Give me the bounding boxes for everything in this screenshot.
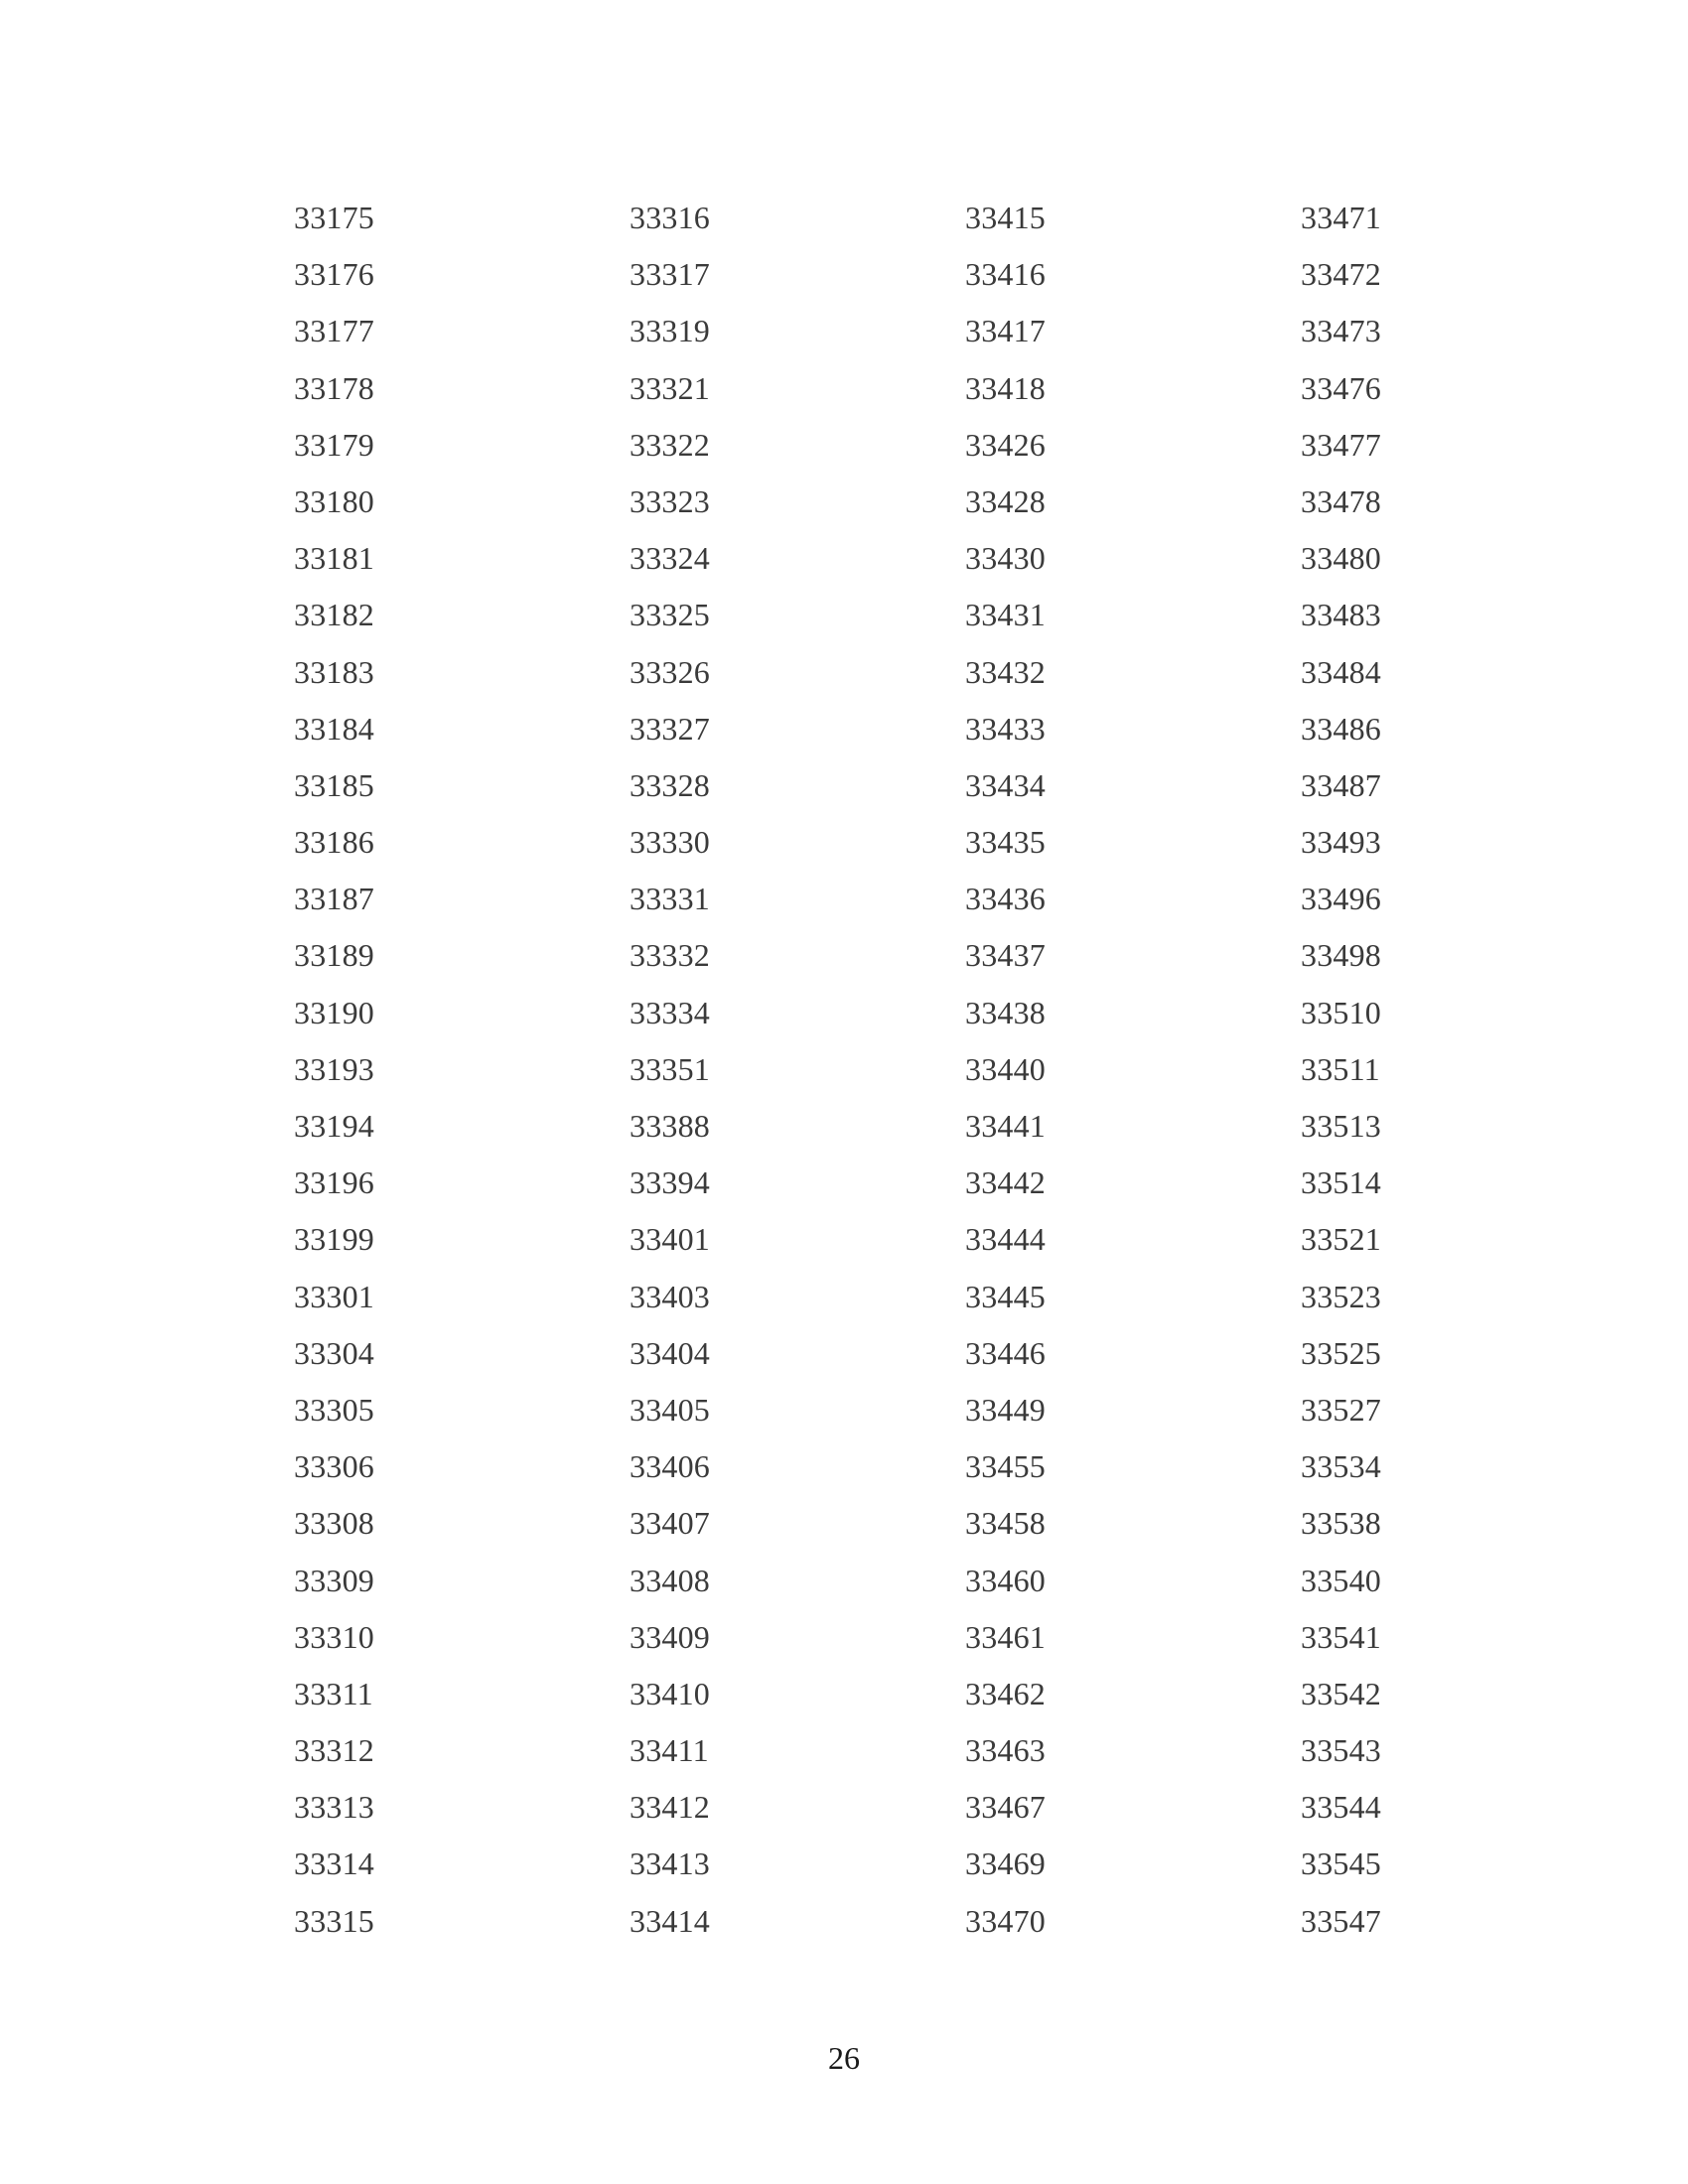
zip-code-cell: 33403: [630, 1278, 710, 1314]
zip-code-cell: 33330: [630, 824, 710, 861]
zip-code-cell: 33189: [294, 937, 374, 974]
zip-code-cell: 33180: [294, 482, 374, 519]
zip-code-cell: 33351: [630, 1050, 710, 1087]
zip-code-cell: 33523: [1301, 1278, 1381, 1314]
zip-code-cell: 33435: [965, 824, 1046, 861]
zip-code-cell: 33409: [630, 1618, 710, 1655]
zip-code-cell: 33327: [630, 710, 710, 747]
zip-code-cell: 33181: [294, 540, 374, 577]
zip-code-cell: 33440: [965, 1050, 1046, 1087]
zip-code-cell: 33513: [1301, 1108, 1381, 1144]
zip-code-cell: 33177: [294, 313, 374, 349]
zip-code-cell: 33411: [630, 1732, 709, 1769]
zip-code-cell: 33471: [1301, 200, 1381, 235]
zip-code-cell: 33301: [294, 1278, 374, 1314]
zip-code-cell: 33436: [965, 881, 1046, 917]
zip-code-cell: 33321: [630, 369, 710, 406]
zip-code-cell: 33414: [630, 1902, 710, 1939]
zip-code-cell: 33319: [630, 313, 710, 349]
zip-code-cell: 33323: [630, 482, 710, 519]
zip-code-cell: 33175: [294, 200, 374, 235]
zip-code-cell: 33521: [1301, 1221, 1381, 1258]
zip-code-cell: 33190: [294, 994, 374, 1030]
zip-code-cell: 33316: [630, 200, 710, 235]
zip-code-cell: 33305: [294, 1391, 374, 1428]
zip-code-cell: 33460: [965, 1562, 1046, 1598]
zip-code-cell: 33467: [965, 1789, 1046, 1826]
zip-code-cell: 33461: [965, 1618, 1046, 1655]
page-number: 26: [828, 2040, 860, 2076]
zip-code-cell: 33477: [1301, 426, 1381, 463]
zip-code-cell: 33428: [965, 482, 1046, 519]
zip-code-cell: 33478: [1301, 482, 1381, 519]
zip-code-cell: 33449: [965, 1391, 1046, 1428]
zip-code-cell: 33187: [294, 881, 374, 917]
zip-code-cell: 33540: [1301, 1562, 1381, 1598]
zip-code-column-3: [965, 195, 1164, 1955]
zip-code-cell: 33541: [1301, 1618, 1381, 1655]
zip-code-cell: 33483: [1301, 597, 1381, 633]
zip-code-cell: 33493: [1301, 824, 1381, 861]
zip-code-cell: 33544: [1301, 1789, 1381, 1826]
zip-code-cell: 33511: [1301, 1050, 1380, 1087]
zip-code-cell: 33407: [630, 1505, 710, 1542]
zip-code-cell: 33430: [965, 540, 1046, 577]
zip-code-cell: 33401: [630, 1221, 710, 1258]
zip-code-cell: 33328: [630, 766, 710, 803]
zip-code-cell: 33178: [294, 369, 374, 406]
zip-code-cell: 33431: [965, 597, 1046, 633]
zip-code-cell: 33186: [294, 824, 374, 861]
zip-code-cell: 33184: [294, 710, 374, 747]
zip-code-cell: 33473: [1301, 313, 1381, 349]
zip-code-cell: 33413: [630, 1845, 710, 1882]
zip-code-cell: 33388: [630, 1108, 710, 1144]
zip-code-cell: 33404: [630, 1334, 710, 1371]
zip-code-cell: 33538: [1301, 1505, 1381, 1542]
zip-code-cell: 33179: [294, 426, 374, 463]
zip-code-cell: 33514: [1301, 1164, 1381, 1201]
zip-code-cell: 33315: [294, 1902, 374, 1939]
zip-code-cell: 33416: [965, 256, 1046, 293]
zip-code-cell: 33310: [294, 1618, 374, 1655]
zip-code-cell: 33463: [965, 1732, 1046, 1769]
zip-code-cell: 33534: [1301, 1448, 1381, 1485]
zip-code-column-4: [1301, 195, 1499, 1955]
zip-code-cell: 33308: [294, 1505, 374, 1542]
zip-code-cell: 33442: [965, 1164, 1046, 1201]
zip-code-cell: 33309: [294, 1562, 374, 1598]
zip-code-cell: 33326: [630, 653, 710, 690]
zip-code-cell: 33196: [294, 1164, 374, 1201]
zip-code-cell: 33331: [630, 881, 710, 917]
zip-code-cell: 33415: [965, 200, 1046, 235]
zip-code-cell: 33496: [1301, 881, 1381, 917]
zip-code-cell: 33484: [1301, 653, 1381, 690]
zip-code-cell: 33480: [1301, 540, 1381, 577]
zip-code-cell: 33394: [630, 1164, 710, 1201]
zip-code-cell: 33525: [1301, 1334, 1381, 1371]
zip-code-cell: 33462: [965, 1675, 1046, 1711]
zip-code-cell: 33334: [630, 994, 710, 1030]
zip-code-cell: 33306: [294, 1448, 374, 1485]
zip-code-cell: 33324: [630, 540, 710, 577]
zip-code-cell: 33527: [1301, 1391, 1381, 1428]
zip-code-cell: 33434: [965, 766, 1046, 803]
zip-code-cell: 33332: [630, 937, 710, 974]
zip-code-cell: 33487: [1301, 766, 1381, 803]
zip-code-cell: 33418: [965, 369, 1046, 406]
zip-code-cell: 33486: [1301, 710, 1381, 747]
zip-code-cell: 33498: [1301, 937, 1381, 974]
zip-code-cell: 33312: [294, 1732, 374, 1769]
zip-code-cell: 33458: [965, 1505, 1046, 1542]
zip-code-cell: 33311: [294, 1675, 373, 1711]
zip-code-cell: 33510: [1301, 994, 1381, 1030]
zip-code-cell: 33543: [1301, 1732, 1381, 1769]
zip-code-cell: 33182: [294, 597, 374, 633]
zip-code-cell: 33545: [1301, 1845, 1381, 1882]
zip-code-cell: 33406: [630, 1448, 710, 1485]
zip-code-cell: 33194: [294, 1108, 374, 1144]
zip-code-cell: 33412: [630, 1789, 710, 1826]
zip-code-cell: 33433: [965, 710, 1046, 747]
zip-code-cell: 33417: [965, 313, 1046, 349]
zip-code-cell: 33199: [294, 1221, 374, 1258]
zip-code-cell: 33444: [965, 1221, 1046, 1258]
zip-code-cell: 33410: [630, 1675, 710, 1711]
zip-code-cell: 33441: [965, 1108, 1046, 1144]
zip-code-cell: 33408: [630, 1562, 710, 1598]
zip-code-cell: 33176: [294, 256, 374, 293]
zip-code-cell: 33193: [294, 1050, 374, 1087]
zip-code-cell: 33437: [965, 937, 1046, 974]
zip-code-cell: 33325: [630, 597, 710, 633]
zip-code-cell: 33438: [965, 994, 1046, 1030]
zip-code-cell: 33317: [630, 256, 710, 293]
zip-code-cell: 33445: [965, 1278, 1046, 1314]
zip-code-cell: 33314: [294, 1845, 374, 1882]
zip-code-cell: 33476: [1301, 369, 1381, 406]
zip-code-cell: 33405: [630, 1391, 710, 1428]
zip-code-column-1: [294, 195, 492, 1955]
zip-code-columns: [294, 195, 1406, 1954]
zip-code-cell: 33185: [294, 766, 374, 803]
zip-code-cell: 33472: [1301, 256, 1381, 293]
zip-code-cell: 33304: [294, 1334, 374, 1371]
zip-code-cell: 33446: [965, 1334, 1046, 1371]
zip-code-column-2: [630, 195, 828, 1955]
zip-code-cell: 33313: [294, 1789, 374, 1826]
zip-code-cell: 33322: [630, 426, 710, 463]
zip-code-cell: 33469: [965, 1845, 1046, 1882]
zip-code-cell: 33547: [1301, 1902, 1381, 1939]
zip-code-cell: 33542: [1301, 1675, 1381, 1711]
zip-code-cell: 33470: [965, 1902, 1046, 1939]
zip-code-cell: 33432: [965, 653, 1046, 690]
zip-code-cell: 33183: [294, 653, 374, 690]
zip-code-cell: 33455: [965, 1448, 1046, 1485]
zip-code-cell: 33426: [965, 426, 1046, 463]
